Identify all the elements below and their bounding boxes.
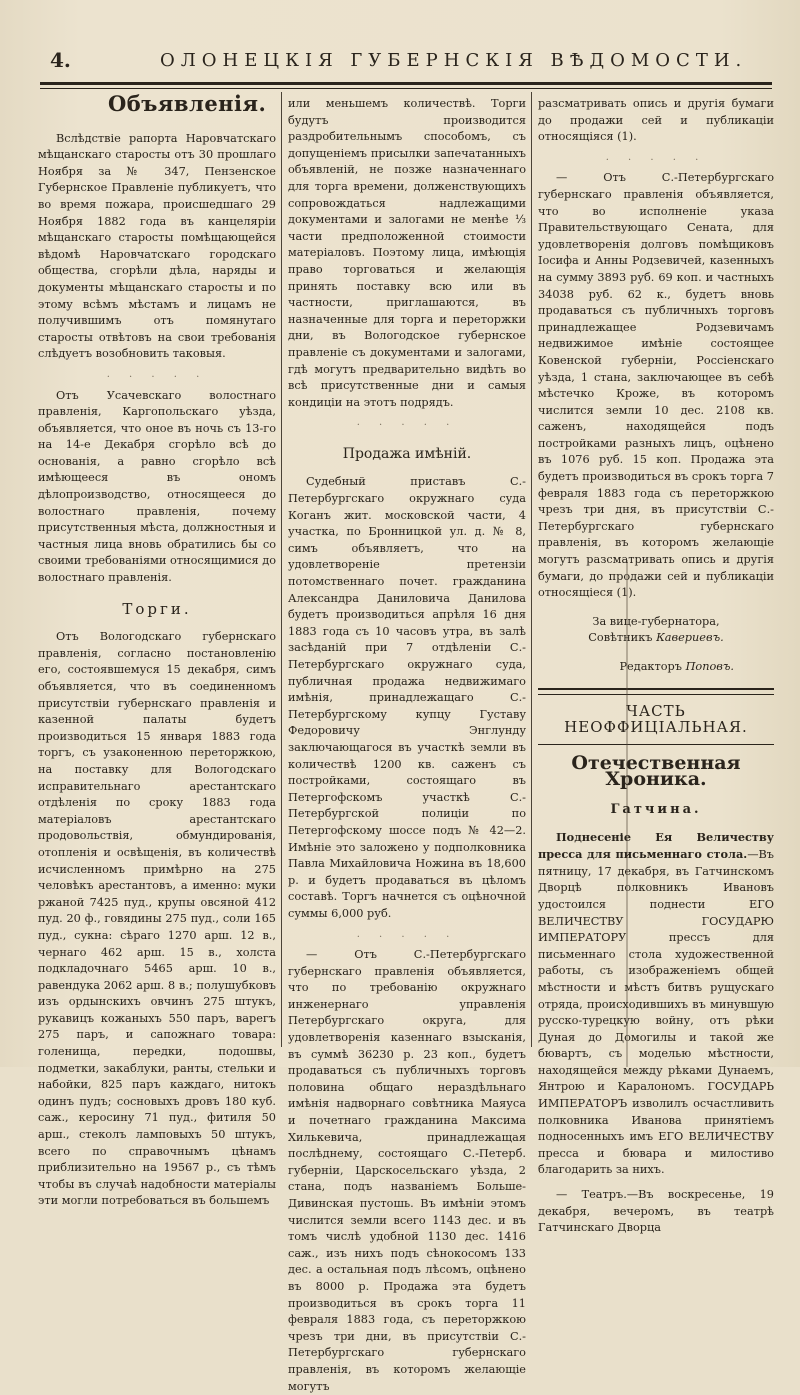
editor-role: Редакторъ xyxy=(619,660,682,673)
part-title-unofficial: ЧАСТЬ НЕОФФИЦІАЛЬНАЯ. xyxy=(564,701,748,737)
chronicle-body: —Въ пятницу, 17 декабря, въ Гатчинскомъ Дворцѣ полковникъ Ивановъ удостоился поднести ЕГО ВЕЛИЧЕСТВУ ГОСУДАРЮ ИМПЕРАТОРУ прессъ для письменнаго стола художественной работы, съ изображеніемъ общей мѣстности и мѣстъ битвъ рущускаго отряда, происходившихъ въ минувшую русско-турецкую войну, отъ рѣки Дуная до Домогилы и такой же бювартъ, съ моделью мѣстности, находящейся между рѣками Дунаемъ, Янтрою и Каралономъ. ГОСУДАРЬ ИМПЕРАТОРЪ изволилъ осчастливить полковника Иванова принятіемъ подносенныхъ имъ ЕГО ВЕЛИЧЕСТВУ пресса и бювара и милостиво благодарить за нихъ. xyxy=(538,848,774,1177)
column-divider-2 xyxy=(531,92,532,1047)
section-heading-estate-sales: Продажа имѣній. xyxy=(342,445,472,462)
separator: . . . . . xyxy=(106,368,208,380)
sale-continued: разсматривать опись и другія бумаги до продажи сей и публикаціи относящіяся (1). xyxy=(538,97,774,144)
announcement-narovchat: Вслѣдствіе рапорта Наровчатскаго мѣщанскаго старосты отъ 30 прошлаго Ноября за № 347, Пензенское Губернское Правленіе публикуетъ, что во время пожара, происшедшаго 29 Ноября 1882 года въ канцеляріи мѣщанскаго старосты помѣщающейся вѣдомѣ Наровчатскаго городскаго общества, сгорѣли дѣла, наряды и документы мѣщанскаго старосты и по этому всѣмъ мѣстамъ и лицамъ не получившимъ отъ помянутаго старосты отвѣтовъ на свои требованія слѣдуетъ возобновить таковыя. xyxy=(38,131,276,361)
chronicle-title: Отечественная Хроника. xyxy=(571,751,741,791)
column-2 xyxy=(288,96,526,1393)
signature-block xyxy=(538,614,774,647)
column-divider-1 xyxy=(281,92,282,1047)
page-number: 4. xyxy=(50,48,71,72)
editor-name: Поповъ. xyxy=(685,660,734,673)
estate-sale-rodzevich: — Отъ С.-Петербургскаго губернскаго правленія объявляется, что во исполненіе указа Правительствующаго Сената, для удовлетворенія долговъ помѣщиковъ Іосифа и Анны Родзевичей, казенныхъ на сумму 3893 руб. 69 коп. и частныхъ 34038 руб. 62 к., будетъ вновь продаваться съ публичныхъ торговъ принадлежащее Родзевичамъ недвижимое имѣніе состоящее Ковенской губерніи, Россіенскаго уѣзда, 1 стана, заключающее въ себѣ мѣстечко Кроже, въ которомъ числится земли 10 дес. 2108 кв. саженъ, находящейся подъ постройками разныхъ лицъ, оцѣнено въ 1076 руб. 15 коп. Продажа эта будетъ производиться въ срокъ торга 7 февраля 1883 года съ переторжкою чрезъ три дня, въ присутствіи С.-Петербургскаго губернскаго правленія, въ которомъ желающіе могутъ разсматривать опись и другія бумаги, до продажи сей и публикаціи относящіеся (1). xyxy=(538,171,774,600)
signature-line xyxy=(538,630,774,647)
page-header xyxy=(40,44,770,78)
auction-continued: или меньшемъ количествѣ. Торги будутъ производится раздробительнымъ способомъ, съ допущеніемъ присылки запечатанныхъ объявленій, не позже назначеннаго для торга времени, долженствующихъ сопровождаться надлежащими документами и залогами не менѣе ⅟₃ части предположенной стоимости матеріаловъ. Поэтому лица, имѣющія право торговаться и желающія принять поставку всю или въ частности, приглашаются, въ назначенные для торга и переторжки дни, въ Вологодское губернское правленіе съ документами и залогами, гдѣ могутъ предварительно видѣть во всѣ присутственные дни и самыя кондиціи на этотъ подрядъ. xyxy=(288,97,526,409)
announcement-usachevsk: Отъ Усачевскаго волостнаго правленія, Каргопольскаго уѣзда, объявляется, что оное въ ночь съ 13-го на 14-е Декабря сгорѣло всѣ до основанія, а равно сгорѣло всѣ имѣющееся въ ономъ дѣлопроизводство, относящееся до волостнаго правленія, почему присутственныя мѣста, должностныя и частныя лица вновь обратились бы со своими требованіями относящимися до волостнаго правленія. xyxy=(38,388,276,585)
separator: . . . . . xyxy=(356,928,458,940)
section-rule-thin-2 xyxy=(538,744,774,745)
section-rule-thick xyxy=(538,688,774,690)
paper-crease xyxy=(626,560,628,1067)
estate-sale-khilkevich: — Отъ С.-Петербургскаго губернскаго правленія объявляется, что по требованію окружнаго инженернаго управленія Петербургскаго округа, для удовлетворенія казеннаго взысканія, въ суммѣ 36230 р. 23 коп., будетъ продаваться съ публичныхъ торговъ половина общаго нераздѣльнаго имѣнія надворнаго совѣтника Маяуса и почетнаго гражданина Максима Хилькевича, принадлежащая послѣднему, состоящаго С.-Петерб. губерніи, Царскосельскаго уѣзда, 2 стана, подъ названіемъ Больше-Дивинская пустошь. Въ имѣніи этомъ числится земли всего 1143 дес. и въ томъ числѣ удобной 1130 дес. 1416 саж., изъ нихъ подъ сѣнокосомъ 133 дес. а остальная подъ лѣсомъ, оцѣнено въ 8000 р. Продажа эта будетъ производиться въ срокъ торга 11 февраля 1883 года, съ переторжкою чрезъ три дни, въ присутствіи С.-Петербургскаго губернскаго правленія, въ которомъ желающіе могутъ xyxy=(288,948,526,1393)
chronicle-lead: Поднесеніе Ея Величеству пресса для письменнаго стола. xyxy=(538,829,774,862)
section-heading-auctions: Торги. xyxy=(122,599,192,618)
signature-name: Кавериевъ. xyxy=(656,631,724,645)
journal-title: ОЛОНЕЦКІЯ ГУБЕРНСКІЯ ВѢДОМОСТИ. xyxy=(160,50,748,71)
section-heading-announcements: Объявленія. xyxy=(108,91,267,116)
announcement-vologda-auction: Отъ Вологодскаго губернскаго правленія, согласно постановленію его, состоявшемуся 15 декабря, симъ объявляется, что въ соединенномъ присутствіи губернскаго правленія и казенной палаты будетъ производиться 15 января 1883 года торгъ, съ узаконенною переторжкою, на поставку для Вологодскаго исправительнаго арестантскаго отдѣленія по сроку 1883 года матеріаловъ арестантскаго продовольствія, обмундированія, отопленія и освѣщенія, въ количествѣ исчисленномъ примѣрно на 275 человѣкъ арестантовъ, а именно: муки ржаной 7425 пуд., крупы овсяной 412 пуд. 20 ф., говядины 275 пуд., соли 165 пуд., сукна: сѣраго 1270 арш. 12 в., чернаго 462 арш. 15 в., холста подкладочнаго 5465 арш. 10 в., равендука 2062 арш. 8 в.; полушубковъ изъ ордынскихъ овчинъ 275 штукъ, рукавицъ кожаныхъ 550 паръ, варегъ 275 паръ, и сапожнаго товара: голенища, передки, подошвы, подметки, закаблуки, ранты, стельки и набойки, 825 паръ каждаго, нитокъ одинъ пудъ; сосновыхъ дровъ 180 куб. саж., керосину 71 пуд., фитиля 50 арш., стеколъ ламповыхъ 50 штукъ, всего по справочнымъ цѣнамъ приблизительно на 19567 р., съ тѣмъ чтобы въ случаѣ надобности матеріалы эти могли потребоваться въ большемъ xyxy=(38,630,276,1208)
signature-title: За вице-губернатора, xyxy=(592,614,720,628)
separator: . . . . . xyxy=(356,417,458,429)
column-1 xyxy=(38,91,276,1208)
city-heading: Гатчина. xyxy=(610,801,702,817)
chronicle-item-press xyxy=(538,829,774,1179)
header-rule-thin xyxy=(40,88,772,89)
estate-sale-englund: Судебный приставъ С.-Петербургскаго окружнаго суда Коганъ жит. московской части, 4 участка, по Бронницкой ул. д. № 8, симъ объявляетъ, что на удовлетвореніе претензіи потомственнаго почет. гражданина Александра Даниловича Данилова будетъ производиться апрѣля 16 дня 1883 года съ 10 часовъ утра, въ залѣ засѣданій при 7 отдѣленіи С.-Петербургскаго окружнаго суда, публичная продажа недвижимаго имѣнія, принадлежащаго С.-Петербургскому купцу Густаву Федоровичу Энглунду заключающагося въ участкѣ земли въ количествѣ 1200 кв. саженъ съ постройками, состоящаго въ Петергофскомъ участкѣ С.-Петербургской полиціи по Петергофскому шоссе подъ № 42—2. Имѣніе это заложено у подполковника Павла Михайловича Ножина въ 18,600 р. и будетъ продаваться въ цѣломъ составѣ. Торгъ начнется съ оцѣночной суммы 6,000 руб. xyxy=(288,475,526,920)
chronicle-item-theatre: — Театръ.—Въ воскресенье, 19 декабря, вечеромъ, въ театрѣ Гатчинскаго Дворца xyxy=(538,1188,774,1235)
header-rule-thick xyxy=(40,82,772,85)
separator: . . . . . xyxy=(605,151,707,163)
editor-line xyxy=(538,659,774,676)
column-3 xyxy=(538,96,774,1235)
section-rule-thin xyxy=(538,694,774,695)
signature-role: Совѣтникъ xyxy=(588,631,653,645)
